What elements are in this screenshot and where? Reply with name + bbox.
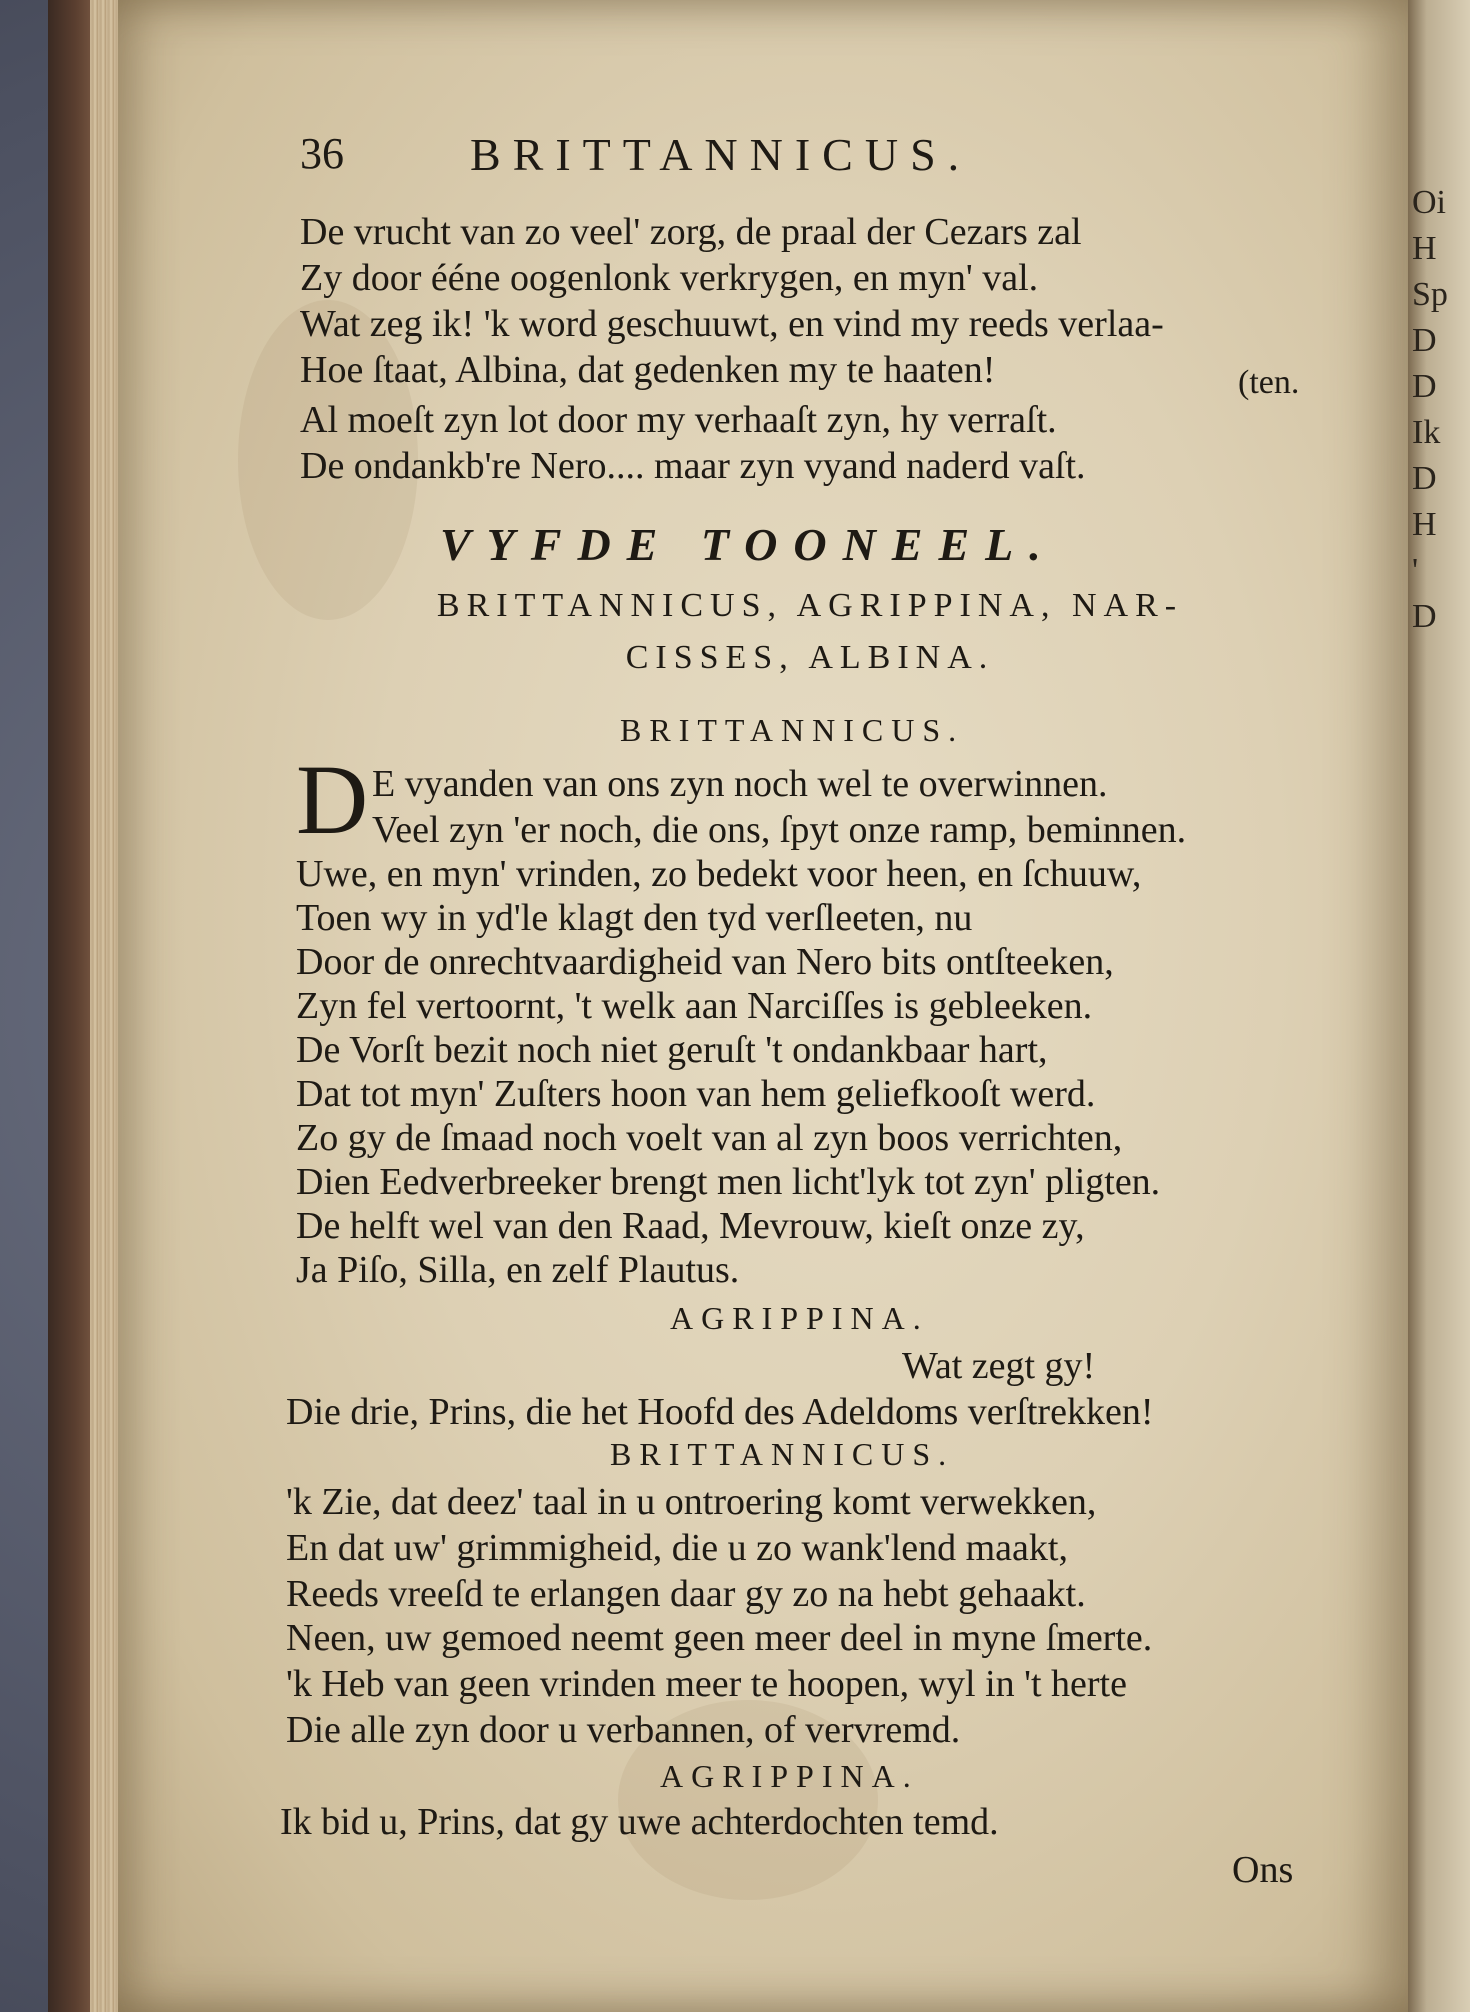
text-line: Dat tot myn' Zuſters hoon van hem geliefkooſt werd. (296, 1073, 1096, 1115)
page-number: 36 (300, 129, 344, 178)
text-line: Ik bid u, Prins, dat gy uwe achterdochten temd. (280, 1801, 999, 1843)
text-line: Uwe, en myn' vrinden, zo bedekt voor heen, en ſchuuw, (296, 853, 1142, 895)
text-line: De helft wel van den Raad, Mevrouw, kieſt onze zy, (296, 1205, 1085, 1247)
text-line: Zyn fel vertoornt, 't welk aan Narciſſes is gebleeken. (296, 985, 1093, 1027)
text-line: E vyanden van ons zyn noch wel te overwinnen. (372, 763, 1108, 805)
text-line: 'k Heb van geen vrinden meer te hoopen, wyl in 't herte (286, 1663, 1127, 1705)
speaker-name: AGRIPPINA. (670, 1300, 929, 1336)
page-header (300, 128, 1200, 198)
text-line: Hoe ſtaat, Albina, dat gedenken my te haaten! (300, 349, 996, 391)
text-line: Zy door ééne oogenlonk verkrygen, en myn' val. (300, 257, 1039, 299)
scene-title: VYFDE TOONEEL. (440, 519, 1057, 570)
text-line: Wat zegt gy! (902, 1345, 1096, 1387)
text-line: Dien Eedverbreeker brengt men licht'lyk tot zyn' pligten. (296, 1161, 1161, 1203)
cast-line: BRITTANNICUS, AGRIPPINA, NAR- (436, 587, 1184, 624)
catchword: Ons (1232, 1849, 1294, 1891)
cast-list (360, 580, 1260, 684)
drop-cap: D (296, 744, 369, 855)
text-line: Die drie, Prins, die het Hoofd des Adeldoms verſtrekken! (286, 1391, 1154, 1433)
facing-page-text: Oi H Sp D D Ik D H ' D (1412, 184, 1448, 635)
text-line: Reeds vreeſd te erlangen daar gy zo na hebt gehaakt. (286, 1573, 1086, 1615)
text-line: Veel zyn 'er noch, die ons, ſpyt onze ramp, beminnen. (372, 809, 1187, 851)
text-line: En dat uw' grimmigheid, die u zo wank'lend maakt, (286, 1527, 1068, 1569)
text-line: De Vorſt bezit noch niet geruſt 't ondankbaar hart, (296, 1029, 1048, 1071)
text-line: Zo gy de ſmaad noch voelt van al zyn boos verrichten, (296, 1117, 1123, 1159)
text-line: De vrucht van zo veel' zorg, de praal der Cezars zal (300, 211, 1082, 253)
text-line: De ondankb're Nero.... maar zyn vyand naderd vaſt. (300, 445, 1086, 487)
cast-line: CISSES, ALBINA. (625, 639, 995, 676)
text-line: Die alle zyn door u verbannen, of vervremd. (286, 1709, 961, 1751)
text-line: Wat zeg ik! 'k word geschuuwt, en vind my reeds verlaa- (300, 303, 1164, 345)
text-line-continuation: (ten. (1238, 364, 1300, 401)
text-line: Toen wy in yd'le klagt den tyd verſleeten, nu (296, 897, 973, 939)
speaker-name: AGRIPPINA. (660, 1758, 919, 1794)
text-line: Ja Piſo, Silla, en zelf Plautus. (296, 1249, 740, 1291)
running-title: BRITTANNICUS. (470, 129, 972, 180)
speaker-name: BRITTANNICUS. (610, 1436, 955, 1472)
text-line: Al moeſt zyn lot door my verhaaſt zyn, hy verraſt. (300, 399, 1057, 441)
speaker-name: BRITTANNICUS. (620, 712, 965, 748)
text-line: Door de onrechtvaardigheid van Nero bits ontſteeken, (296, 941, 1114, 983)
text-line: Neen, uw gemoed neemt geen meer deel in myne ſmerte. (286, 1617, 1153, 1659)
text-line: 'k Zie, dat deez' taal in u ontroering komt verwekken, (286, 1481, 1097, 1523)
